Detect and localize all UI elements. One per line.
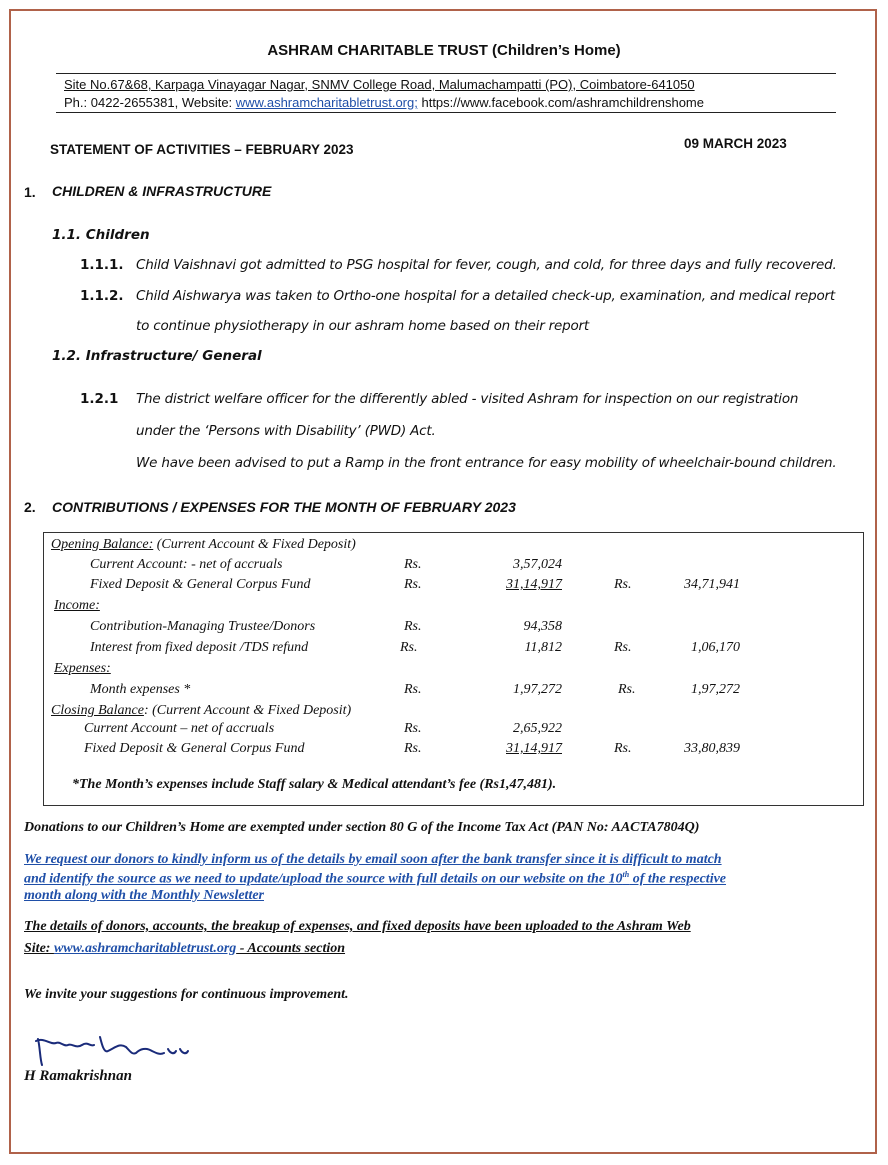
- section1-number: 1.: [24, 184, 36, 200]
- expenses-month-label: Month expenses *: [90, 682, 191, 697]
- opening-balance-label: Opening Balance:: [51, 537, 154, 552]
- item-text-continued: We have been advised to put a Ramp in the front entrance for easy mobility of wheelchair-bound children.: [136, 455, 837, 471]
- closing-total: 33,80,839: [684, 741, 740, 756]
- currency-label: Rs.: [404, 721, 422, 736]
- opening-fd-value: 31,14,917: [506, 577, 562, 592]
- section2-title: CONTRIBUTIONS / EXPENSES FOR THE MONTH OF FEBRUARY 2023: [52, 499, 516, 515]
- website-link[interactable]: www.ashramcharitabletrust.org: [53, 941, 237, 956]
- item-number: 1.1.1.: [80, 257, 124, 273]
- header-rule-bottom: [56, 112, 836, 113]
- invite-suggestions: We invite your suggestions for continuous improvement.: [24, 987, 349, 1002]
- infrastructure-heading: 1.2. Infrastructure/ General: [52, 348, 262, 364]
- facebook-link[interactable]: https://www.facebook.com/ashramchildrenshome: [417, 95, 704, 110]
- closing-current-value: 2,65,922: [513, 721, 562, 736]
- closing-balance-label: Closing Balance: [51, 703, 144, 718]
- statement-title: STATEMENT OF ACTIVITIES – FEBRUARY 2023: [50, 142, 354, 157]
- opening-total: 34,71,941: [684, 577, 740, 592]
- website-link[interactable]: www.ashramcharitabletrust.org;: [235, 95, 418, 110]
- donor-request-text: of the respective: [629, 871, 727, 887]
- expenses-footnote: *The Month’s expenses include Staff salary & Medical attendant’s fee (Rs1,47,481).: [72, 777, 557, 792]
- currency-label: Rs.: [404, 577, 422, 592]
- closing-fd-label: Fixed Deposit & General Corpus Fund: [84, 741, 305, 756]
- opening-current-value: 3,57,024: [513, 557, 562, 572]
- item-number: 1.1.2.: [80, 288, 124, 304]
- donor-request-line: We request our donors to kindly inform us of the details by email soon after the bank transfer since it is difficult to match: [24, 852, 722, 867]
- statement-date: 09 MARCH 2023: [684, 136, 787, 151]
- currency-label: Rs.: [404, 682, 422, 697]
- details-line: [24, 941, 345, 957]
- currency-label: Rs.: [404, 557, 422, 572]
- closing-fd-value: 31,14,917: [506, 741, 562, 756]
- donor-request-line: month along with the Monthly Newsletter: [24, 888, 264, 903]
- tax-exemption-note: Donations to our Children’s Home are exempted under section 80 G of the Income Tax Act (PAN No: AACTA7804Q): [24, 820, 700, 835]
- opening-fd-label: Fixed Deposit & General Corpus Fund: [90, 577, 311, 592]
- details-site-label: Site:: [24, 941, 54, 956]
- income-interest-label: Interest from fixed deposit /TDS refund: [90, 640, 309, 655]
- item-number: 1.2.1: [80, 391, 119, 407]
- donor-request-text: and identify the source as we need to update/upload the source with full details on our website on the 10: [24, 871, 623, 887]
- opening-balance-heading: [51, 537, 356, 553]
- currency-label: Rs.: [400, 640, 418, 655]
- signature-graphic: [30, 1025, 200, 1073]
- item-text: Child Aishwarya was taken to Ortho-one hospital for a detailed check-up, examination, and medical report: [136, 288, 836, 304]
- finance-table: [43, 532, 864, 806]
- ordinal-suffix: th: [622, 870, 630, 879]
- currency-label: Rs.: [614, 741, 632, 756]
- income-contribution-label: Contribution-Managing Trustee/Donors: [90, 619, 316, 634]
- expenses-total: 1,97,272: [691, 682, 740, 697]
- signatory-name: H Ramakrishnan: [24, 1068, 132, 1084]
- details-accounts-section: - Accounts section: [236, 941, 346, 956]
- trust-phone: Ph.: 0422-2655381, Website:: [64, 95, 236, 110]
- trust-title: ASHRAM CHARITABLE TRUST (Children’s Home): [267, 42, 621, 59]
- income-label: Income:: [54, 598, 100, 613]
- details-line: The details of donors, accounts, the breakup of expenses, and fixed deposits have been uploaded to the Ashram Web: [24, 919, 691, 934]
- section2-number: 2.: [24, 499, 36, 515]
- income-contribution-value: 94,358: [523, 619, 562, 634]
- expenses-label: Expenses:: [54, 661, 111, 676]
- expenses-month-value: 1,97,272: [513, 682, 562, 697]
- closing-balance-heading: [51, 703, 351, 719]
- closing-balance-note: : (Current Account & Fixed Deposit): [143, 703, 352, 718]
- item-text-continued: under the ‘Persons with Disability’ (PWD) Act.: [136, 423, 436, 439]
- income-interest-value: 11,812: [524, 640, 562, 655]
- children-heading: 1.1. Children: [52, 227, 150, 243]
- trust-contact: [64, 95, 704, 110]
- header-rule-top: [56, 73, 836, 74]
- currency-label: Rs.: [614, 577, 632, 592]
- currency-label: Rs.: [404, 619, 422, 634]
- currency-label: Rs.: [614, 640, 632, 655]
- item-text-continued: to continue physiotherapy in our ashram home based on their report: [136, 318, 589, 334]
- section1-title: CHILDREN & INFRASTRUCTURE: [52, 183, 272, 199]
- opening-current-label: Current Account: - net of accruals: [90, 557, 283, 572]
- item-text: Child Vaishnavi got admitted to PSG hospital for fever, cough, and cold, for three days and fully recovered.: [136, 257, 837, 273]
- item-text: The district welfare officer for the differently abled - visited Ashram for inspection on our registration: [136, 391, 799, 407]
- trust-address: Site No.67&68, Karpaga Vinayagar Nagar, SNMV College Road, Malumachampatti (PO), Coimbatore-641050: [64, 77, 695, 92]
- opening-balance-note: (Current Account & Fixed Deposit): [153, 537, 356, 552]
- donor-request-line: [24, 870, 726, 888]
- closing-current-label: Current Account – net of accruals: [84, 721, 275, 736]
- currency-label: Rs.: [618, 682, 636, 697]
- currency-label: Rs.: [404, 741, 422, 756]
- income-total: 1,06,170: [691, 640, 740, 655]
